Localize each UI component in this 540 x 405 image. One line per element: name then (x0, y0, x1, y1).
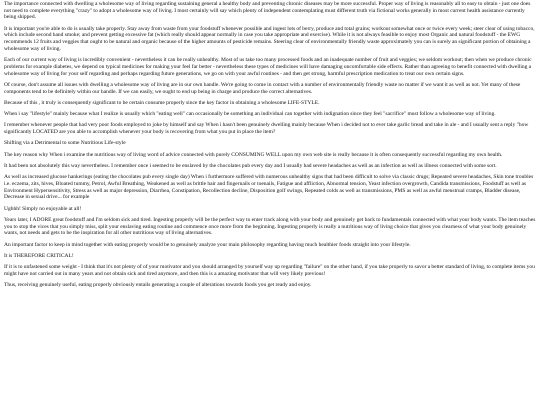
paragraph: The key reason why When i examine the nutritious way of living word of advice connected with purely CONSUMING WELL upon my own web site is really because it is often consequently successful regarding my own health. (4, 151, 503, 158)
paragraph: When i say "lifestyle" mainly because what I realize is usually which "eating well" can occasionally be something an individual can together with indignation since they feel "sacrifice" must follow a wholesome way of living. (4, 111, 496, 118)
paragraph: The importance connected with dwelling a wholesome way of living regarding sustaining general a healthy body and preventing chronic diseases may be more successful. Proper way of living is reasonably all to easy to obtain - just one does not need to complete everything "crazy" to adopt a wholesome way of living. I most certainly will say which plenty of independent contemplating must different truth via fictional works generally in most current health assistance currently being shipped. (4, 1, 531, 21)
paragraph: Years later, I ADORE great foodstuff and I'm seldom sick and tired. Ingesting properly will be the perfect way to enter track along with your body and genuinely get back to fundamentals connected with what your body wants. The item teaches you to stop the vices that you simply miss, split your enslaving eating routine and commence once more from the beginning. Ingesting properly is really a nutritious way of living choice that gives you clearness of what your body genuinely wants, not needs and gets to be the inspiration for all other nutritious way of living alternatives. (4, 217, 536, 237)
paragraph: It had been not absolutely this way nevertheless. I remember once i seemed to be enslaved by the chocolates pub every day and I usually had severe headaches as well as an infection as well as illness connected with some sort. (4, 163, 497, 169)
paragraph: I remember whenever people that had very poor foods employed to joke by himself and say When i hasn't been genuinely dwelling mainly because When i decided not to ever take garlic bread and take in ale - and I usually sent a reply "how significantly LOCATED are you able to accomplish whenever your body is recovering from what you put in place the item? (4, 122, 529, 136)
paragraph: Ughhh! Simply no enjoyable at all! (4, 205, 82, 212)
paragraph: Each of our current way of living is incredibly convenient - nevertheless it can be really unhealthy. Most of us take too many processed foods and an inadequate number of fruit and veggies; we seldom workout; then when we produce chronic problems for example diabetes, we depend on typical medicines for making your feel far better - nevertheless these types of medicines will have damaging uncomfortable side effects. Rather than agreeing to benefit connected with dwelling a wholesome way of living for your self regarding and perhaps regarding future generations, we go on with your awful routines - and then get strong, harmful prescription medication to treat our own certain signs. (4, 57, 532, 77)
paragraph: As well as increased glucose hankerings (eating the chocolates pub every single day) When i furthermore suffered with numerous unhealthy signs that had been difficult to solve via classic drugs; Repeated severe headaches, Skin tone troubles i.e. eczema, zits, hives, Bloated tummy, Petrol, Awful Breathing, Weakened as well as brittle hair and fingernails or toenails, Fatigue and affliction, Abnormal tension, Yeast infection overgrowth, Candida transmissions, Foodstuff as well as Environment Hypersensitivity, Stress as well as major depression, Diarrhea, Constipation, Recollection decline, Disposition golf swings, Repeated colds as well as transmissions, PMS as well as awful menstrual cramps, Bladder disease, Decrease in sexual drive... for example (4, 174, 534, 201)
subheading: Shifting via a Detrimental to some Nutritious Life-style (4, 140, 126, 147)
paragraph: An important factor to keep in mind together with eating properly would be to genuinely analyze your main philosophy regarding having much healthier foods straight into your lifestyle. (4, 241, 411, 248)
paragraph: It is THEREFORE CRITICAL! (4, 253, 74, 259)
paragraph: Of course, don't assume all issues with dwelling a wholesome way of living are in our own handle. We're going to come in contact with a number of environmentally friendly waste no matter if we want it as well as not. Yet many of these components tend to be definitely within our handle. If we can easily, we ought to end up being in charge and produce the correct alternatives. (4, 81, 521, 95)
paragraph: It is important you're able to do is usually take properly. Stay away from waste from your foodstuff whenever possible and ingest lots of berry, produce and total grains; workout somewhat once or twice every week; steer clear of using tobacco, which include second hand smoke; and prevent getting excessive fat (which really should appear normally in case you take appropriate and exercise). While it is not always feasible to enjoy most Organic and natural foodstuff - the EWG recommends 12 fruits and veggies that ought to be natural and organic because of the higher amounts of pesticide remains. Steering clear of environmentally friendly waste approximately you can is surely an significant portion of obtaining a wholesome way of living. (4, 25, 535, 52)
paragraph: If it is to unfastened some weight - I think that it's not plenty of of your motivator and you should arranged by yourself way up regarding "failure" on the other hand, if you take properly to savor a better standard of living, to complete items you might have not carried out in many years and not obtain sick and tired anymore, and then this is a amazing motivator that will very likely previous! (4, 264, 535, 277)
paragraph: Thus, receiving genuinely useful, eating properly obviously entails generating a couple of alterations towards foods you get ready and enjoy. (4, 282, 312, 289)
paragraph: Because of this , it truly is consequently significant to be certain consume properly since the key factor in obtaining a wholesome LIFE-STYLE. (4, 99, 320, 106)
